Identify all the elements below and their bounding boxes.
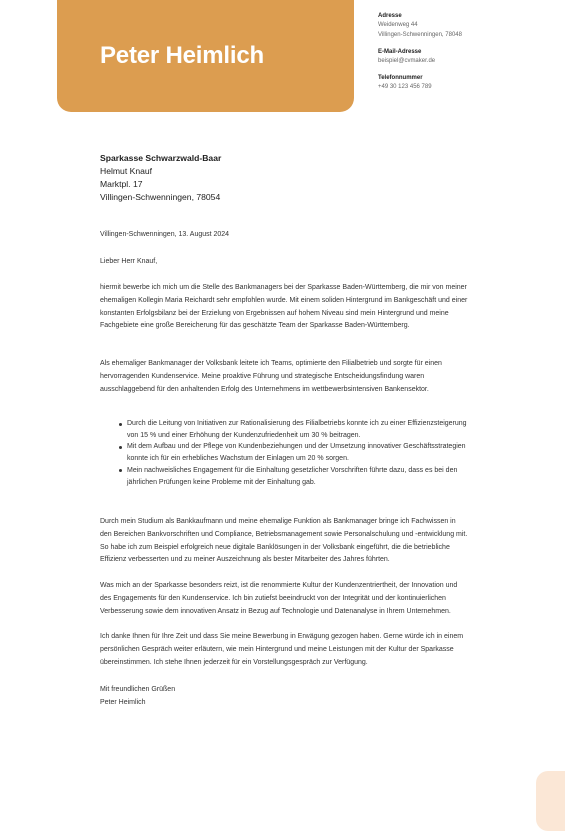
recipient-city: Villingen-Schwenningen, 78054 (100, 192, 221, 202)
signature-name: Peter Heimlich (100, 698, 146, 706)
recipient-street: Marktpl. 17 (100, 179, 143, 189)
phone-label: Telefonnummer (378, 75, 423, 81)
email-label: E-Mail-Adresse (378, 49, 422, 55)
contact-info (378, 12, 558, 100)
paragraph-intro: hiermit bewerbe ich mich um die Stelle des Bankmanagers bei der Sparkasse Baden-Württemberg, die mir von meiner ehemaligen Kollegin Maria Reichardt sehr empfohlen wurde. Mit einem soliden Hintergrund im Bankgeschäft und einer konstanten Erfolgsbilanz bei der Erzielung von Ergebnissen auf hohem Niveau sind mein Hintergrund und meine Fachgebiete eine große Bereicherung für das geschätzte Team der Sparkasse Baden-Württemberg. (100, 284, 468, 330)
applicant-name: Peter Heimlich (100, 42, 264, 69)
corner-decoration (536, 771, 565, 831)
address-label: Adresse (378, 13, 402, 19)
list-item (100, 441, 468, 464)
contact-phone (378, 74, 558, 92)
phone-value[interactable]: +49 30 123 456 789 (378, 84, 432, 90)
contact-email (378, 48, 558, 66)
paragraph-education: Durch mein Studium als Bankkaufmann und meine ehemalige Funktion als Bankmanager bringe ich Fachwissen in den Bereichen Bankvorschriften und Compliance, Betriebsmanagement sowie Personalschulung und -entwicklung mit. So habe ich zum Beispiel erfolgreich neue digitale Banklösungen in der Volksbank eingeführt, die die betriebliche Effizienz verbesserten und zu meiner Auszeichnung als bester Mitarbeiter des Jahres führten. (100, 518, 468, 564)
paragraph-motivation: Was mich an der Sparkasse besonders reizt, ist die renommierte Kultur der Kundenzentriertheit, der Innovation und des Engagements für den Kundenservice. Ich bin zutiefst beeindruckt von der Integrität und der kontinuierlichen Verbesserung sowie dem innovativen Ansatz in Bezug auf Technologie und Datenanalyse in Ihrem Unternehmen. (100, 582, 458, 615)
bullet-text: Durch die Leitung von Initiativen zur Rationalisierung des Filialbetriebs konnte ich zu einer Effizienzsteigerung von 15 % und einer Erhöhung der Kundenzufriedenheit um 30 % beitragen. (127, 420, 467, 439)
letter-date: Villingen-Schwenningen, 13. August 2024 (100, 231, 230, 238)
salutation: Lieber Herr Knauf, (100, 258, 158, 265)
paragraph-thanks: Ich danke Ihnen für Ihre Zeit und dass Sie meine Bewerbung in Erwägung gezogen haben. Gerne würde ich in einem persönlichen Gespräch weiter erläutern, wie mein Hintergrund und meine Leistungen mit der Kultur der Sparkasse übereinstimmen. Ich stehe Ihnen jederzeit für ein Vorstellungsgespräch zur Verfügung. (100, 633, 464, 666)
list-item (100, 418, 468, 441)
address-line1: Weidenweg 44 (378, 22, 418, 28)
closing-block (100, 684, 175, 709)
email-value[interactable]: beispiel@cvmaker.de (378, 58, 436, 64)
bullet-text: Mein nachweisliches Engagement für die Einhaltung gesetzlicher Vorschriften führte dazu, dass es bei den jährlichen Prüfungen keine Probleme mit der Einhaltung gab. (127, 466, 458, 486)
recipient-person: Helmut Knauf (100, 166, 153, 176)
list-item (100, 465, 468, 488)
paragraph-experience: Als ehemaliger Bankmanager der Volksbank leitete ich Teams, optimierte den Filialbetrieb und sorgte für einen hervorragenden Kundenservice. Meine proaktive Führung und strategische Entscheidungsfindung waren ausschlaggebend für den anhaltenden Erfolg des Unternehmens im wettbewerbsintensiven Bankensektor. (100, 360, 442, 393)
contact-address (378, 12, 558, 40)
closing-phrase: Mit freundlichen Grüßen (100, 686, 176, 693)
recipient-company: Sparkasse Schwarzwald-Baar (100, 153, 222, 163)
achievements-list (100, 418, 468, 488)
address-line2: Villingen-Schwenningen, 78048 (378, 32, 462, 38)
recipient-block (100, 152, 221, 204)
bullet-text: Mit dem Aufbau und der Pflege von Kundenbeziehungen und der Umsetzung innovativer Geschäftsstrategien konnte ich für ein erhebliches Wachstum der Einlagen um 20 % sorgen. (127, 443, 466, 463)
